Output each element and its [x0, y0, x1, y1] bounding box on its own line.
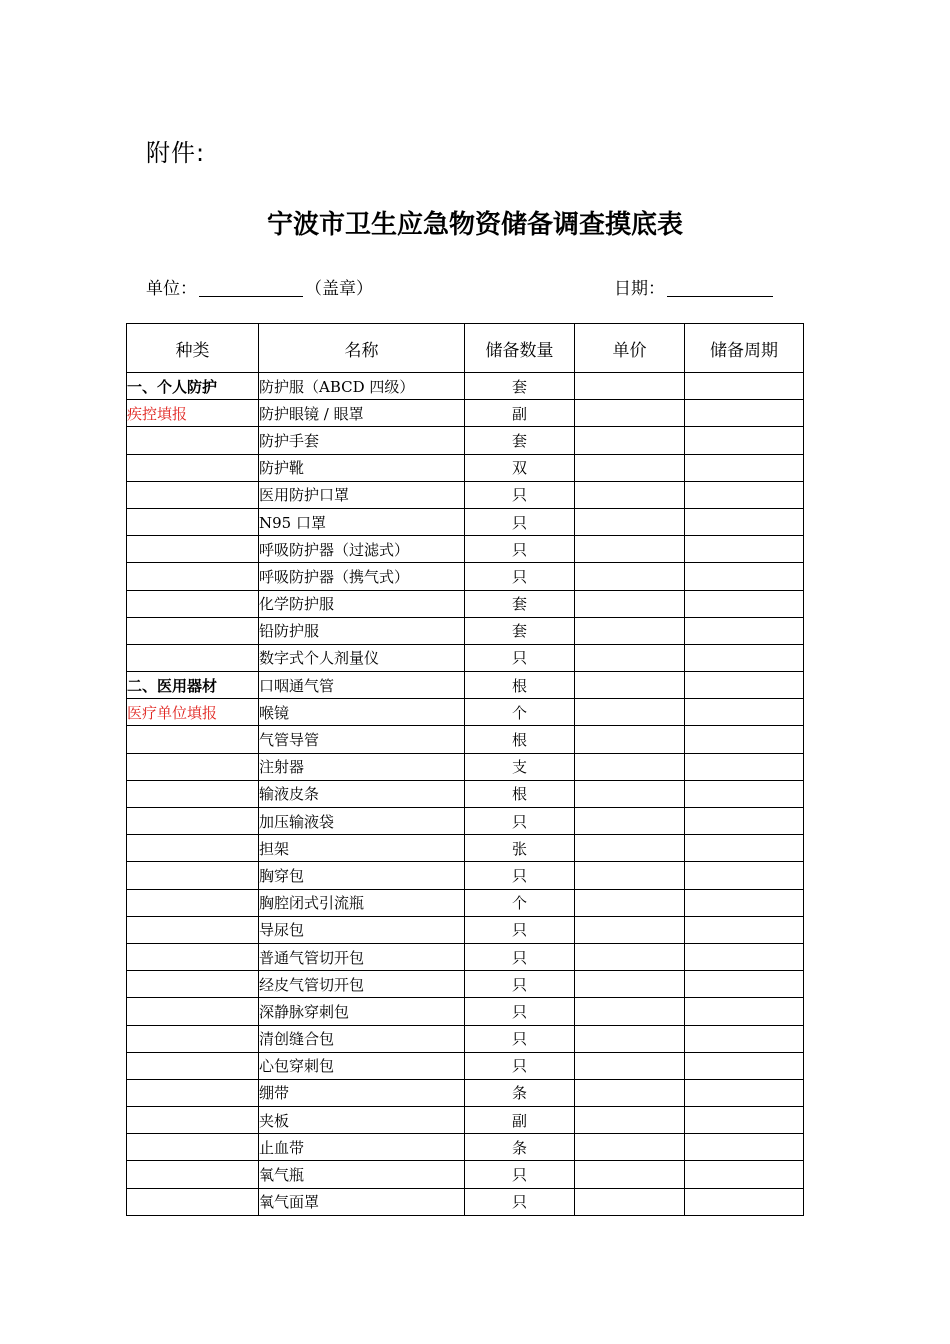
unit-price-cell: [575, 672, 685, 699]
category-cell: 一、个人防护: [127, 373, 259, 400]
table-row: [127, 481, 804, 508]
table-row: [127, 536, 804, 563]
reserve-period-cell: [685, 481, 804, 508]
item-name-cell: 喉镜: [259, 699, 465, 726]
unit-price-cell: [575, 943, 685, 970]
item-name-cell: 经皮气管切开包: [259, 971, 465, 998]
category-cell: [127, 644, 259, 671]
unit-price-cell: [575, 617, 685, 644]
quantity-unit-cell: 套: [465, 427, 575, 454]
category-cell: 疾控填报: [127, 400, 259, 427]
unit-blank-line: [199, 278, 303, 297]
reserve-period-cell: [685, 1052, 804, 1079]
unit-field-row: [146, 274, 373, 299]
table-row: [127, 889, 804, 916]
category-cell: [127, 862, 259, 889]
item-name-cell: 呼吸防护器（过滤式）: [259, 536, 465, 563]
date-label: 日期：: [614, 279, 665, 299]
reserve-period-cell: [685, 536, 804, 563]
reserve-period-cell: [685, 808, 804, 835]
category-cell: [127, 536, 259, 563]
unit-price-cell: [575, 808, 685, 835]
reserve-period-cell: [685, 780, 804, 807]
item-name-cell: 防护靴: [259, 454, 465, 481]
unit-price-cell: [575, 373, 685, 400]
item-name-cell: 防护服（ABCD 四级）: [259, 373, 465, 400]
item-name-cell: 清创缝合包: [259, 1025, 465, 1052]
quantity-unit-cell: 套: [465, 617, 575, 644]
quantity-unit-cell: 只: [465, 1052, 575, 1079]
category-cell: [127, 590, 259, 617]
reserve-period-cell: [685, 672, 804, 699]
category-cell: [127, 998, 259, 1025]
category-cell: [127, 481, 259, 508]
category-cell: [127, 1052, 259, 1079]
table-row: [127, 998, 804, 1025]
unit-price-cell: [575, 644, 685, 671]
table-row: [127, 1025, 804, 1052]
item-name-cell: 氧气瓶: [259, 1161, 465, 1188]
unit-price-cell: [575, 835, 685, 862]
unit-price-cell: [575, 699, 685, 726]
unit-price-cell: [575, 1188, 685, 1215]
item-name-cell: 注射器: [259, 753, 465, 780]
table-row: [127, 400, 804, 427]
item-name-cell: 加压输液袋: [259, 808, 465, 835]
item-name-cell: 氧气面罩: [259, 1188, 465, 1215]
table-row: [127, 916, 804, 943]
quantity-unit-cell: 根: [465, 672, 575, 699]
reserve-period-cell: [685, 1079, 804, 1106]
category-cell: [127, 1079, 259, 1106]
category-cell: [127, 508, 259, 535]
table-row: [127, 454, 804, 481]
table-row: [127, 563, 804, 590]
unit-price-cell: [575, 508, 685, 535]
date-field-row: [614, 274, 775, 299]
category-cell: [127, 971, 259, 998]
item-name-cell: 夹板: [259, 1107, 465, 1134]
item-name-cell: 医用防护口罩: [259, 481, 465, 508]
reserve-period-cell: [685, 1188, 804, 1215]
item-name-cell: 化学防护服: [259, 590, 465, 617]
quantity-unit-cell: 只: [465, 536, 575, 563]
reserve-period-cell: [685, 454, 804, 481]
reserve-period-cell: [685, 563, 804, 590]
quantity-unit-cell: 套: [465, 373, 575, 400]
header-category: 种类: [127, 324, 259, 373]
category-cell: [127, 726, 259, 753]
reserve-period-cell: [685, 862, 804, 889]
table-row: [127, 943, 804, 970]
unit-price-cell: [575, 481, 685, 508]
item-name-cell: 绷带: [259, 1079, 465, 1106]
category-cell: [127, 753, 259, 780]
unit-price-cell: [575, 916, 685, 943]
quantity-unit-cell: 只: [465, 563, 575, 590]
survey-table: [126, 323, 804, 1216]
reserve-period-cell: [685, 508, 804, 535]
category-cell: [127, 808, 259, 835]
quantity-unit-cell: 只: [465, 1025, 575, 1052]
seal-label: （盖章）: [305, 279, 373, 299]
item-name-cell: 气管导管: [259, 726, 465, 753]
quantity-unit-cell: 条: [465, 1134, 575, 1161]
unit-price-cell: [575, 563, 685, 590]
quantity-unit-cell: 只: [465, 971, 575, 998]
reserve-period-cell: [685, 916, 804, 943]
unit-price-cell: [575, 1079, 685, 1106]
unit-price-cell: [575, 1052, 685, 1079]
unit-price-cell: [575, 1134, 685, 1161]
unit-price-cell: [575, 971, 685, 998]
table-row: [127, 427, 804, 454]
category-cell: [127, 1134, 259, 1161]
reserve-period-cell: [685, 1161, 804, 1188]
reserve-period-cell: [685, 373, 804, 400]
table-row: [127, 1134, 804, 1161]
unit-price-cell: [575, 862, 685, 889]
item-name-cell: 数字式个人剂量仪: [259, 644, 465, 671]
table-row: [127, 644, 804, 671]
header-name: 名称: [259, 324, 465, 373]
table-row: [127, 1052, 804, 1079]
table-row: [127, 1079, 804, 1106]
table-row: [127, 1107, 804, 1134]
item-name-cell: 输液皮条: [259, 780, 465, 807]
quantity-unit-cell: 只: [465, 644, 575, 671]
reserve-period-cell: [685, 1025, 804, 1052]
category-cell: [127, 943, 259, 970]
category-cell: [127, 1188, 259, 1215]
item-name-cell: N95 口罩: [259, 508, 465, 535]
category-cell: [127, 563, 259, 590]
quantity-unit-cell: 根: [465, 780, 575, 807]
unit-price-cell: [575, 1161, 685, 1188]
category-cell: [127, 916, 259, 943]
reserve-period-cell: [685, 1107, 804, 1134]
table-row: [127, 1188, 804, 1215]
item-name-cell: 铅防护服: [259, 617, 465, 644]
item-name-cell: 防护眼镜 / 眼罩: [259, 400, 465, 427]
unit-price-cell: [575, 998, 685, 1025]
item-name-cell: 导尿包: [259, 916, 465, 943]
reserve-period-cell: [685, 998, 804, 1025]
table-row: [127, 808, 804, 835]
item-name-cell: 止血带: [259, 1134, 465, 1161]
unit-price-cell: [575, 753, 685, 780]
reserve-period-cell: [685, 699, 804, 726]
date-blank-line: [667, 278, 773, 297]
unit-price-cell: [575, 1025, 685, 1052]
unit-price-cell: [575, 427, 685, 454]
table-row: [127, 590, 804, 617]
quantity-unit-cell: 条: [465, 1079, 575, 1106]
quantity-unit-cell: 只: [465, 481, 575, 508]
table-row: [127, 617, 804, 644]
table-row: [127, 699, 804, 726]
quantity-unit-cell: 个: [465, 889, 575, 916]
quantity-unit-cell: 张: [465, 835, 575, 862]
quantity-unit-cell: 支: [465, 753, 575, 780]
unit-price-cell: [575, 536, 685, 563]
quantity-unit-cell: 套: [465, 590, 575, 617]
item-name-cell: 口咽通气管: [259, 672, 465, 699]
unit-price-cell: [575, 454, 685, 481]
document-title: 宁波市卫生应急物资储备调查摸底表: [266, 210, 683, 240]
unit-price-cell: [575, 889, 685, 916]
quantity-unit-cell: 只: [465, 808, 575, 835]
item-name-cell: 心包穿刺包: [259, 1052, 465, 1079]
unit-label: 单位：: [146, 279, 197, 299]
reserve-period-cell: [685, 971, 804, 998]
table-row: [127, 780, 804, 807]
category-cell: [127, 1025, 259, 1052]
item-name-cell: 普通气管切开包: [259, 943, 465, 970]
table-header-row: [127, 324, 804, 373]
table-row: [127, 672, 804, 699]
item-name-cell: 防护手套: [259, 427, 465, 454]
category-cell: [127, 454, 259, 481]
quantity-unit-cell: 根: [465, 726, 575, 753]
category-cell: [127, 889, 259, 916]
table-row: [127, 753, 804, 780]
item-name-cell: 担架: [259, 835, 465, 862]
header-quantity: 储备数量: [465, 324, 575, 373]
unit-price-cell: [575, 590, 685, 617]
quantity-unit-cell: 只: [465, 998, 575, 1025]
quantity-unit-cell: 只: [465, 508, 575, 535]
reserve-period-cell: [685, 753, 804, 780]
reserve-period-cell: [685, 889, 804, 916]
header-period: 储备周期: [685, 324, 804, 373]
quantity-unit-cell: 个: [465, 699, 575, 726]
reserve-period-cell: [685, 1134, 804, 1161]
unit-price-cell: [575, 400, 685, 427]
quantity-unit-cell: 只: [465, 1161, 575, 1188]
quantity-unit-cell: 只: [465, 943, 575, 970]
quantity-unit-cell: 只: [465, 1188, 575, 1215]
table-body: [127, 373, 804, 1216]
category-cell: [127, 617, 259, 644]
category-cell: [127, 427, 259, 454]
unit-price-cell: [575, 726, 685, 753]
item-name-cell: 深静脉穿刺包: [259, 998, 465, 1025]
category-cell: 二、医用器材: [127, 672, 259, 699]
table-row: [127, 862, 804, 889]
category-cell: [127, 1161, 259, 1188]
table-row: [127, 726, 804, 753]
reserve-period-cell: [685, 590, 804, 617]
unit-price-cell: [575, 1107, 685, 1134]
quantity-unit-cell: 只: [465, 916, 575, 943]
table-row: [127, 971, 804, 998]
quantity-unit-cell: 双: [465, 454, 575, 481]
attachment-label: 附件:: [146, 139, 206, 167]
unit-price-cell: [575, 780, 685, 807]
reserve-period-cell: [685, 617, 804, 644]
reserve-period-cell: [685, 427, 804, 454]
reserve-period-cell: [685, 943, 804, 970]
category-cell: [127, 835, 259, 862]
reserve-period-cell: [685, 835, 804, 862]
item-name-cell: 呼吸防护器（携气式）: [259, 563, 465, 590]
table-row: [127, 835, 804, 862]
category-cell: [127, 780, 259, 807]
table-row: [127, 508, 804, 535]
table-row: [127, 1161, 804, 1188]
category-cell: 医疗单位填报: [127, 699, 259, 726]
quantity-unit-cell: 只: [465, 862, 575, 889]
item-name-cell: 胸腔闭式引流瓶: [259, 889, 465, 916]
item-name-cell: 胸穿包: [259, 862, 465, 889]
quantity-unit-cell: 副: [465, 1107, 575, 1134]
reserve-period-cell: [685, 644, 804, 671]
reserve-period-cell: [685, 400, 804, 427]
header-unit-price: 单价: [575, 324, 685, 373]
category-cell: [127, 1107, 259, 1134]
reserve-period-cell: [685, 726, 804, 753]
table-row: [127, 373, 804, 400]
quantity-unit-cell: 副: [465, 400, 575, 427]
